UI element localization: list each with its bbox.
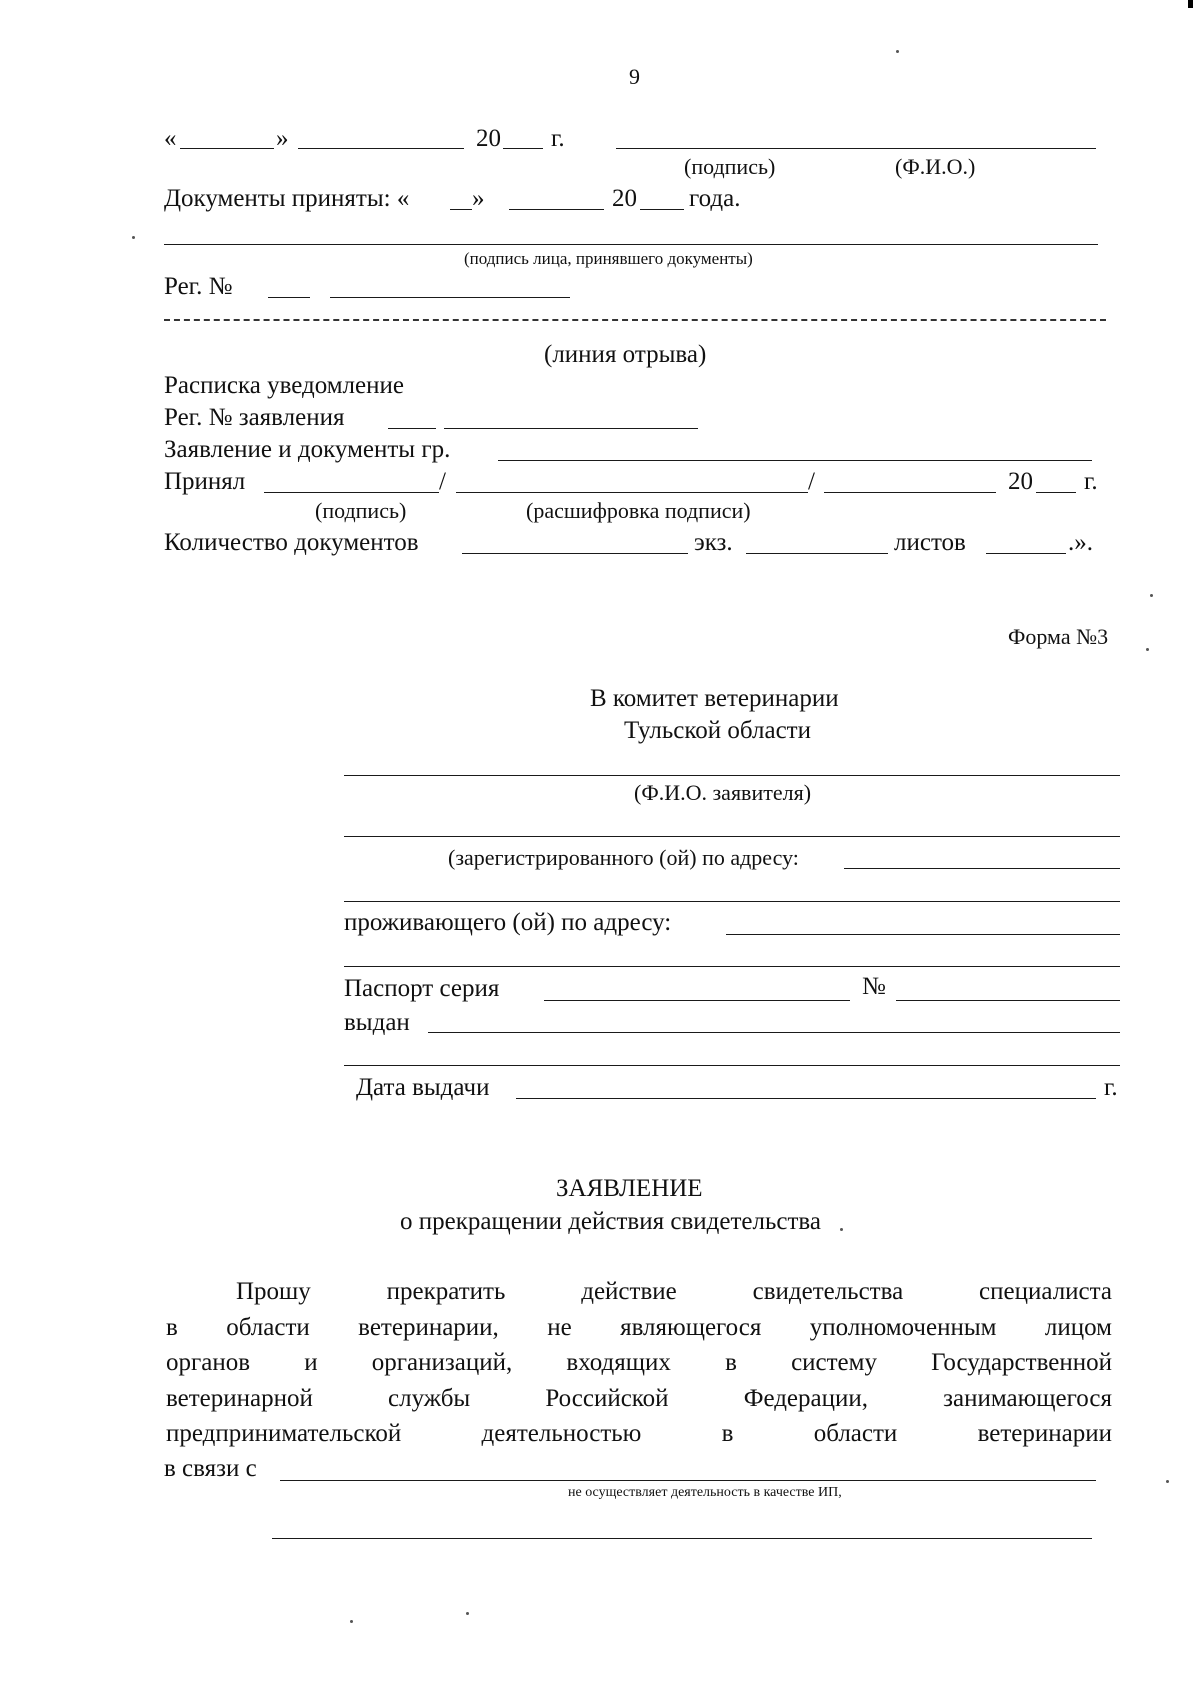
word: Государственной bbox=[931, 1349, 1112, 1376]
issued-label: выдан bbox=[344, 1009, 410, 1036]
issue-date-label: Дата выдачи bbox=[356, 1074, 490, 1101]
living-address-field[interactable] bbox=[726, 934, 1120, 935]
word: организаций, bbox=[371, 1349, 513, 1376]
word: лицом bbox=[1044, 1314, 1112, 1341]
docs-year-suffix: года. bbox=[689, 185, 741, 212]
reg-app-field-1[interactable] bbox=[388, 428, 436, 429]
sheets-label: листов bbox=[894, 529, 966, 556]
accepted-label: Принял bbox=[164, 468, 246, 495]
doc-count-copies-field[interactable] bbox=[462, 553, 688, 554]
word: области bbox=[813, 1420, 898, 1447]
tear-line bbox=[164, 319, 1106, 321]
date-month-field[interactable] bbox=[298, 148, 464, 149]
statement-line-5 bbox=[166, 1421, 1112, 1446]
word: занимающегося bbox=[943, 1385, 1112, 1412]
statement-line-4 bbox=[166, 1386, 1112, 1411]
word: в bbox=[166, 1314, 178, 1341]
issue-date-suffix: г. bbox=[1104, 1074, 1118, 1101]
addressee-line-2: Тульской области bbox=[624, 717, 811, 744]
word: службы bbox=[388, 1385, 471, 1412]
scan-speck bbox=[1150, 594, 1153, 597]
word: специалиста bbox=[979, 1278, 1112, 1305]
date-day-field[interactable] bbox=[180, 148, 274, 149]
notice-year-prefix: 20 bbox=[1008, 468, 1033, 495]
word: и bbox=[304, 1349, 318, 1376]
caption-decoding: (расшифровка подписи) bbox=[526, 498, 751, 523]
registered-address-field[interactable] bbox=[844, 868, 1120, 869]
caption-notice-signature: (подпись) bbox=[315, 498, 407, 523]
accepted-decoding-field[interactable] bbox=[456, 492, 808, 493]
addressee-line-1: В комитет ветеринарии bbox=[590, 685, 839, 712]
docs-year-field[interactable] bbox=[640, 209, 684, 210]
registered-label: (зарегистрированного (ой) по адресу: bbox=[448, 845, 799, 870]
scan-speck bbox=[466, 1612, 469, 1615]
passport-series-field[interactable] bbox=[544, 1000, 850, 1001]
accepted-signature-field[interactable] bbox=[264, 492, 439, 493]
passport-series-label: Паспорт серия bbox=[344, 975, 500, 1002]
tear-line-label: (линия отрыва) bbox=[544, 341, 707, 368]
registered-address-field-2[interactable] bbox=[344, 901, 1120, 902]
word: прекратить bbox=[386, 1278, 506, 1305]
reg-no-label: Рег. № bbox=[164, 273, 233, 300]
accepted-date-field[interactable] bbox=[824, 492, 996, 493]
docs-accepted-label: Документы приняты: « bbox=[164, 185, 410, 212]
word: Российской bbox=[545, 1385, 669, 1412]
word: Прошу bbox=[236, 1278, 311, 1305]
reason-caption: не осуществляет деятельность в качестве ИП, bbox=[568, 1485, 842, 1500]
statement-line-2 bbox=[166, 1315, 1112, 1340]
page-number: 9 bbox=[629, 64, 640, 89]
issue-date-field[interactable] bbox=[516, 1098, 1096, 1099]
doc-count-label: Количество документов bbox=[164, 529, 419, 556]
caption-fio: (Ф.И.О.) bbox=[895, 154, 976, 179]
date-year-field[interactable] bbox=[503, 148, 543, 149]
word: ветеринарии bbox=[977, 1420, 1112, 1447]
word: деятельностью bbox=[481, 1420, 642, 1447]
statement-line-3 bbox=[166, 1350, 1112, 1375]
date-year-prefix: 20 bbox=[476, 125, 501, 152]
word: уполномоченным bbox=[809, 1314, 997, 1341]
passport-no-field[interactable] bbox=[896, 1000, 1120, 1001]
notice-year-field[interactable] bbox=[1036, 492, 1076, 493]
reg-no-field-1[interactable] bbox=[268, 297, 310, 298]
app-docs-label: Заявление и документы гр. bbox=[164, 436, 451, 463]
reg-app-field-2[interactable] bbox=[444, 428, 698, 429]
word: систему bbox=[791, 1349, 877, 1376]
form-label: Форма №3 bbox=[1008, 624, 1109, 649]
date-quote-open: « bbox=[164, 125, 177, 152]
notice-title: Расписка уведомление bbox=[164, 372, 404, 399]
reason-field-2[interactable] bbox=[272, 1538, 1092, 1539]
word: в bbox=[725, 1349, 737, 1376]
word: области bbox=[226, 1314, 310, 1341]
word: не bbox=[547, 1314, 572, 1341]
statement-title: ЗАЯВЛЕНИЕ bbox=[556, 1175, 703, 1202]
docs-accepted-quote-close: » bbox=[472, 185, 485, 212]
notice-year-suffix: г. bbox=[1084, 468, 1098, 495]
caption-signature: (подпись) bbox=[684, 154, 776, 179]
issued-by-field[interactable] bbox=[428, 1032, 1120, 1033]
reason-field[interactable] bbox=[280, 1480, 1096, 1481]
doc-count-sheets-field[interactable] bbox=[986, 553, 1066, 554]
scan-edge-mark bbox=[1188, 0, 1193, 8]
acceptor-signature-field[interactable] bbox=[164, 244, 1098, 245]
scan-speck bbox=[1166, 1480, 1169, 1483]
caption-applicant-fio: (Ф.И.О. заявителя) bbox=[634, 780, 812, 805]
reason-label: в связи с bbox=[164, 1455, 257, 1482]
date-quote-close: » bbox=[276, 125, 289, 152]
slash-2: / bbox=[808, 468, 815, 495]
statement-line-1 bbox=[236, 1279, 1112, 1304]
docs-accepted-day-field[interactable] bbox=[450, 209, 472, 210]
word: ветеринарной bbox=[166, 1385, 313, 1412]
word: органов bbox=[166, 1349, 251, 1376]
caption-acceptor: (подпись лица, принявшего документы) bbox=[464, 249, 753, 268]
scan-speck bbox=[896, 50, 899, 53]
passport-no-label: № bbox=[862, 973, 886, 1000]
app-docs-citizen-field[interactable] bbox=[498, 460, 1092, 461]
docs-year-prefix: 20 bbox=[612, 185, 637, 212]
applicant-extra-field[interactable] bbox=[344, 836, 1120, 837]
date-year-suffix: г. bbox=[551, 125, 565, 152]
docs-accepted-month-field[interactable] bbox=[509, 209, 604, 210]
living-label: проживающего (ой) по адресу: bbox=[344, 909, 672, 936]
scan-speck bbox=[840, 1228, 843, 1231]
applicant-fio-field[interactable] bbox=[344, 775, 1120, 776]
signature-fio-field[interactable] bbox=[616, 148, 1096, 149]
scan-speck bbox=[350, 1620, 353, 1623]
word: ветеринарии, bbox=[358, 1314, 499, 1341]
reg-app-label: Рег. № заявления bbox=[164, 404, 345, 431]
word: входящих bbox=[566, 1349, 671, 1376]
copies-label: экз. bbox=[694, 529, 733, 556]
scan-speck bbox=[132, 236, 135, 239]
end-mark: .». bbox=[1068, 529, 1093, 556]
word: в bbox=[721, 1420, 734, 1447]
statement-subtitle: о прекращении действия свидетельства bbox=[400, 1208, 821, 1235]
reg-no-field-2[interactable] bbox=[330, 297, 570, 298]
issued-by-field-2[interactable] bbox=[344, 1065, 1120, 1066]
living-address-field-2[interactable] bbox=[344, 966, 1120, 967]
word: действие bbox=[581, 1278, 677, 1305]
slash-1: / bbox=[439, 468, 446, 495]
doc-count-copies-value[interactable] bbox=[746, 553, 888, 554]
scan-speck bbox=[1146, 648, 1149, 651]
word: являющегося bbox=[620, 1314, 762, 1341]
word: Федерации, bbox=[743, 1385, 869, 1412]
word: предпринимательской bbox=[166, 1420, 402, 1447]
word: свидетельства bbox=[752, 1278, 904, 1305]
